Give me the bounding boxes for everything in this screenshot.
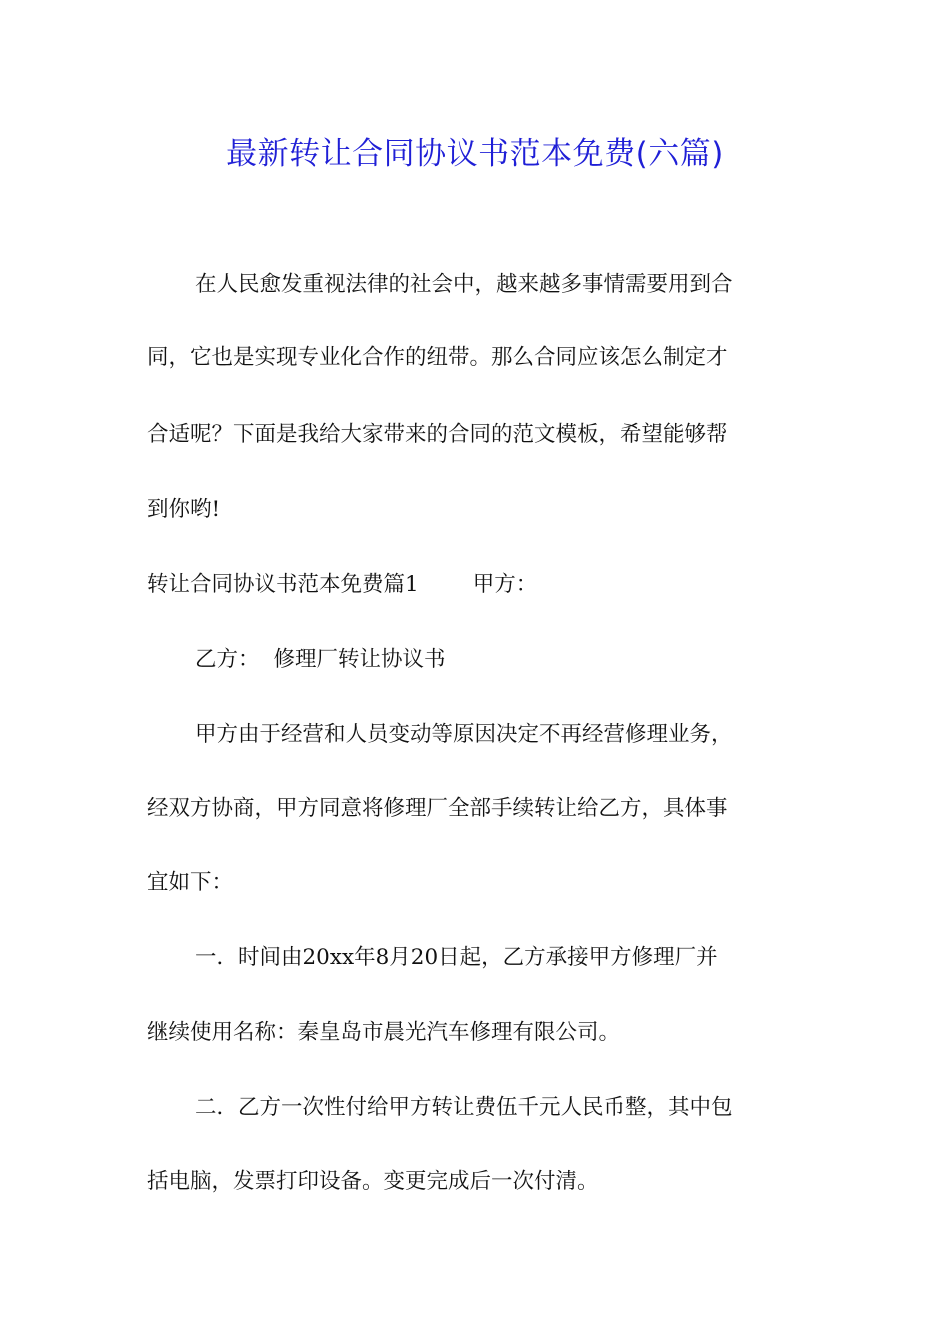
reason-line-2: 经双方协商，甲方同意将修理厂全部手续转让给乙方，具体事 (147, 796, 728, 821)
intro-line-1: 在人民愈发重视法律的社会中，越来越多事情需要用到合 (195, 272, 733, 297)
party-a-label: 甲方： (472, 572, 538, 597)
clause-2-line-2: 括电脑，发票打印设备。变更完成后一次付清。 (147, 1169, 599, 1194)
section-heading: 转让合同协议书范本免费篇1 (147, 572, 419, 597)
reason-line-3: 宜如下： (147, 870, 234, 895)
intro-line-4: 到你哟! (147, 497, 221, 522)
clause-1-line-2: 继续使用名称：秦皇岛市晨光汽车修理有限公司。 (147, 1020, 621, 1045)
clause-2-line-1: 二．乙方一次性付给甲方转让费伍千元人民币整，其中包 (195, 1095, 733, 1120)
clause-1-line-1: 一．时间由20xx年8月20日起，乙方承接甲方修理厂并 (195, 945, 718, 970)
party-b-row (195, 643, 446, 677)
section-heading-row (147, 568, 537, 602)
party-b-label: 乙方： (195, 647, 260, 672)
intro-line-2: 同，它也是实现专业化合作的纽带。那么合同应该怎么制定才 (147, 345, 728, 370)
intro-line-3: 合适呢？下面是我给大家带来的合同的范文模板，希望能够帮 (147, 422, 728, 447)
agreement-name: 修理厂转让协议书 (273, 647, 446, 672)
document-title: 最新转让合同协议书范本免费(六篇) (226, 136, 724, 172)
reason-line-1: 甲方由于经营和人员变动等原因决定不再经营修理业务， (195, 722, 733, 747)
